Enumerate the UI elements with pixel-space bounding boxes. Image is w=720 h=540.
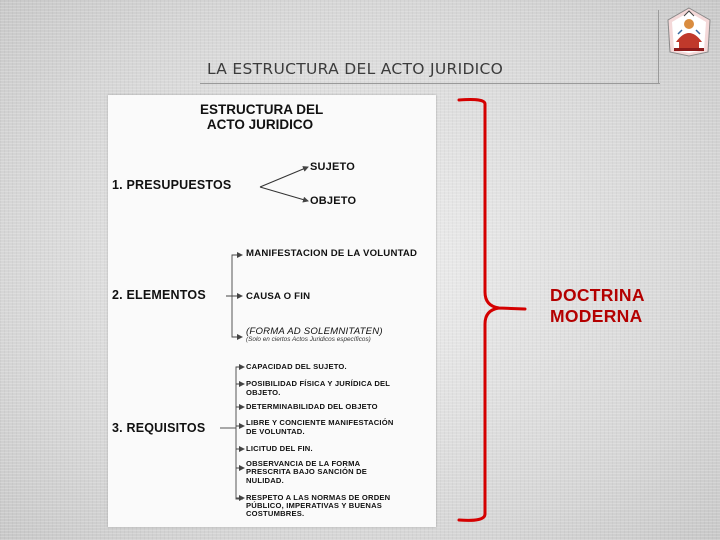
diagram-heading-line2: ACTO JURIDICO [206,117,314,132]
slide-title: LA ESTRUCTURA DEL ACTO JURIDICO [207,60,504,78]
presupuestos-label: 1. PRESUPUESTOS [112,178,232,192]
requisito-item: LICITUD DEL FIN. [246,444,313,453]
presupuesto-objeto: OBJETO [310,195,357,207]
doctrina-moderna-label [550,285,645,327]
requisito-item: DETERMINABILIDAD DEL OBJETO [246,402,378,411]
arrow-icon [260,167,308,187]
elemento-forma: (FORMA AD SOLEMNITATEN) [246,326,383,337]
requisitos-label: 3. REQUISITOS [112,421,206,435]
requisito-item: OBSERVANCIA DE LA FORMA [246,459,361,468]
requisito-item: POSIBILIDAD FÍSICA Y JURÍDICA DEL [246,379,391,388]
elementos-label: 2. ELEMENTOS [112,288,206,302]
requisito-item: OBJETO. [246,388,281,397]
requisito-item: NULIDAD. [246,476,284,485]
elemento-forma-note: (Solo en ciertos Actos Juridicos específicos) [246,336,371,343]
structure-diagram-panel [108,95,436,527]
requisito-item: CAPACIDAD DEL SUJETO. [246,362,347,371]
presupuesto-sujeto: SUJETO [310,161,356,173]
title-divider [200,83,660,84]
requisito-item: PRESCRITA BAJO SANCIÓN DE [246,467,368,476]
elemento-manifestacion: MANIFESTACION DE LA VOLUNTAD [246,248,418,259]
title-divider-cap [658,10,659,83]
elemento-causa: CAUSA O FIN [246,291,311,302]
arrow-icon [260,187,308,201]
diagram-heading-line1: ESTRUCTURA DEL [200,102,324,117]
requisito-item: DE VOLUNTAD. [246,427,305,436]
requisito-item: LIBRE Y CONCIENTE MANIFESTACIÓN [246,418,394,427]
requisito-item: RESPETO A LAS NORMAS DE ORDEN [246,493,391,502]
curly-bracket-icon [455,96,530,526]
requisito-item: PÚBLICO, IMPERATIVAS Y BUENAS [246,501,383,510]
side-label-line2: MODERNA [550,306,643,326]
requisito-item: COSTUMBRES. [246,509,305,518]
side-label-line1: DOCTRINA [550,285,645,305]
institution-logo-icon [664,6,714,58]
